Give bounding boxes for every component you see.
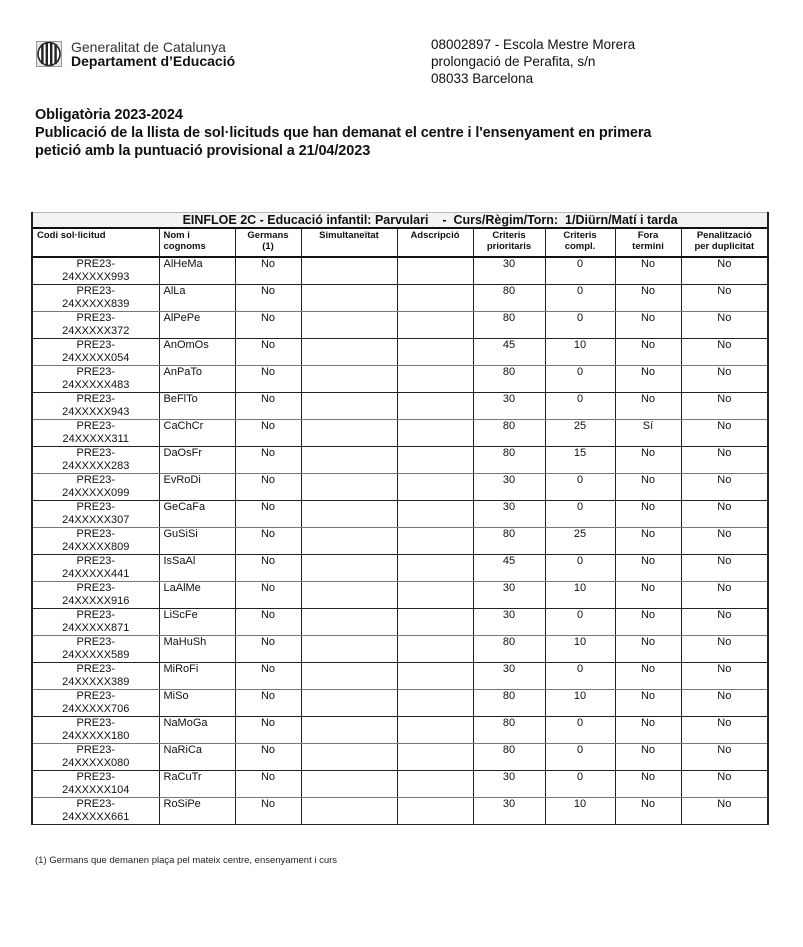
table-row — [32, 582, 768, 609]
table-row — [32, 663, 768, 690]
cell-codi: PRE23- 24XXXXX099 — [32, 474, 159, 501]
cell-simultaneitat — [301, 528, 397, 555]
cell-codi: PRE23- 24XXXXX916 — [32, 582, 159, 609]
cell-germans: No — [235, 609, 301, 636]
cell-simultaneitat — [301, 798, 397, 825]
cell-penalitzacio: No — [681, 555, 768, 582]
cell-penalitzacio: No — [681, 798, 768, 825]
cell-complementaris: 0 — [545, 312, 615, 339]
cell-penalitzacio: No — [681, 285, 768, 312]
cell-adscripcio — [397, 257, 473, 285]
cell-prioritaris: 30 — [473, 501, 545, 528]
cell-adscripcio — [397, 636, 473, 663]
cell-complementaris: 0 — [545, 366, 615, 393]
cell-adscripcio — [397, 528, 473, 555]
col-header-penalitzacio: Penalització per duplicitat — [681, 228, 768, 257]
cell-codi: PRE23- 24XXXXX943 — [32, 393, 159, 420]
cell-codi: PRE23- 24XXXXX809 — [32, 528, 159, 555]
cell-germans: No — [235, 285, 301, 312]
cell-fora-termini: No — [615, 312, 681, 339]
cell-penalitzacio: No — [681, 771, 768, 798]
cell-nom: GuSiSi — [159, 528, 235, 555]
cell-prioritaris: 30 — [473, 663, 545, 690]
cell-complementaris: 25 — [545, 420, 615, 447]
cell-adscripcio — [397, 798, 473, 825]
cell-simultaneitat — [301, 744, 397, 771]
cell-nom: MiRoFi — [159, 663, 235, 690]
cell-penalitzacio: No — [681, 663, 768, 690]
cell-simultaneitat — [301, 474, 397, 501]
cell-fora-termini: No — [615, 636, 681, 663]
cell-prioritaris: 80 — [473, 690, 545, 717]
cell-prioritaris: 30 — [473, 771, 545, 798]
cell-fora-termini: No — [615, 771, 681, 798]
cell-complementaris: 0 — [545, 285, 615, 312]
cell-adscripcio — [397, 555, 473, 582]
cell-simultaneitat — [301, 609, 397, 636]
table-row — [32, 285, 768, 312]
school-info — [431, 36, 635, 87]
cell-adscripcio — [397, 285, 473, 312]
cell-codi: PRE23- 24XXXXX283 — [32, 447, 159, 474]
table-row — [32, 609, 768, 636]
cell-nom: LaAlMe — [159, 582, 235, 609]
cell-nom: AlHeMa — [159, 257, 235, 285]
cell-nom: NaRiCa — [159, 744, 235, 771]
cell-germans: No — [235, 528, 301, 555]
cell-adscripcio — [397, 447, 473, 474]
cell-complementaris: 10 — [545, 798, 615, 825]
cell-adscripcio — [397, 717, 473, 744]
cell-germans: No — [235, 447, 301, 474]
cell-simultaneitat — [301, 257, 397, 285]
cell-fora-termini: No — [615, 447, 681, 474]
applications-table — [31, 212, 767, 825]
cell-penalitzacio: No — [681, 636, 768, 663]
cell-prioritaris: 80 — [473, 420, 545, 447]
cell-complementaris: 0 — [545, 393, 615, 420]
document-title — [35, 106, 765, 160]
cell-penalitzacio: No — [681, 420, 768, 447]
cell-germans: No — [235, 744, 301, 771]
cell-fora-termini: No — [615, 744, 681, 771]
cell-adscripcio — [397, 312, 473, 339]
cell-simultaneitat — [301, 717, 397, 744]
title-year: Obligatòria 2023-2024 — [35, 107, 183, 123]
cell-prioritaris: 30 — [473, 798, 545, 825]
cell-germans: No — [235, 555, 301, 582]
cell-germans: No — [235, 366, 301, 393]
table-row — [32, 393, 768, 420]
cell-fora-termini: No — [615, 690, 681, 717]
footnote: (1) Germans que demanen plaça pel mateix centre, ensenyament i curs — [35, 855, 338, 866]
cell-prioritaris: 30 — [473, 609, 545, 636]
cell-germans: No — [235, 636, 301, 663]
cell-simultaneitat — [301, 501, 397, 528]
cell-penalitzacio: No — [681, 501, 768, 528]
cell-codi: PRE23- 24XXXXX871 — [32, 609, 159, 636]
cell-germans: No — [235, 339, 301, 366]
cell-nom: MiSo — [159, 690, 235, 717]
cell-adscripcio — [397, 609, 473, 636]
title-line1: Publicació de la llista de sol·licituds que han demanat el centre i l'ensenyament en primera — [35, 125, 652, 141]
cell-germans: No — [235, 501, 301, 528]
cell-adscripcio — [397, 366, 473, 393]
cell-fora-termini: No — [615, 501, 681, 528]
title-line2: petició amb la puntuació provisional a 21/04/2023 — [35, 143, 371, 159]
cell-nom: AnOmOs — [159, 339, 235, 366]
cell-fora-termini: No — [615, 609, 681, 636]
cell-prioritaris: 30 — [473, 393, 545, 420]
cell-complementaris: 0 — [545, 474, 615, 501]
cell-penalitzacio: No — [681, 312, 768, 339]
cell-complementaris: 0 — [545, 771, 615, 798]
cell-codi: PRE23- 24XXXXX389 — [32, 663, 159, 690]
cell-codi: PRE23- 24XXXXX441 — [32, 555, 159, 582]
cell-prioritaris: 80 — [473, 636, 545, 663]
cell-penalitzacio: No — [681, 717, 768, 744]
cell-fora-termini: No — [615, 798, 681, 825]
cell-germans: No — [235, 798, 301, 825]
school-city: 08033 Barcelona — [431, 71, 534, 86]
cell-fora-termini: No — [615, 393, 681, 420]
cell-adscripcio — [397, 771, 473, 798]
cell-nom: AnPaTo — [159, 366, 235, 393]
cell-adscripcio — [397, 663, 473, 690]
cell-prioritaris: 45 — [473, 339, 545, 366]
col-header-fora-termini: Fora termini — [615, 228, 681, 257]
cell-codi: PRE23- 24XXXXX483 — [32, 366, 159, 393]
table-row — [32, 501, 768, 528]
cell-prioritaris: 30 — [473, 257, 545, 285]
table-row — [32, 555, 768, 582]
cell-codi: PRE23- 24XXXXX054 — [32, 339, 159, 366]
cell-simultaneitat — [301, 312, 397, 339]
cell-penalitzacio: No — [681, 609, 768, 636]
cell-codi: PRE23- 24XXXXX589 — [32, 636, 159, 663]
cell-fora-termini: No — [615, 717, 681, 744]
col-header-prioritaris: Criteris prioritaris — [473, 228, 545, 257]
cell-germans: No — [235, 717, 301, 744]
cell-complementaris: 15 — [545, 447, 615, 474]
table-row — [32, 528, 768, 555]
cell-penalitzacio: No — [681, 366, 768, 393]
cell-germans: No — [235, 690, 301, 717]
school-name: 08002897 - Escola Mestre Morera — [431, 37, 636, 52]
cell-germans: No — [235, 257, 301, 285]
cell-germans: No — [235, 771, 301, 798]
cell-complementaris: 10 — [545, 339, 615, 366]
table-row — [32, 447, 768, 474]
cell-fora-termini: No — [615, 663, 681, 690]
col-header-nom: Nom i cognoms — [159, 228, 235, 257]
table-row — [32, 366, 768, 393]
table-row — [32, 420, 768, 447]
cell-complementaris: 0 — [545, 257, 615, 285]
cell-prioritaris: 80 — [473, 285, 545, 312]
cell-simultaneitat — [301, 771, 397, 798]
cell-nom: MaHuSh — [159, 636, 235, 663]
cell-prioritaris: 80 — [473, 744, 545, 771]
cell-nom: RoSiPe — [159, 798, 235, 825]
cell-penalitzacio: No — [681, 528, 768, 555]
cell-simultaneitat — [301, 285, 397, 312]
cell-penalitzacio: No — [681, 474, 768, 501]
col-header-codi: Codi sol·licitud — [32, 228, 159, 257]
generalitat-stripes-icon — [36, 41, 62, 67]
cell-germans: No — [235, 582, 301, 609]
cell-simultaneitat — [301, 690, 397, 717]
cell-nom: BeFlTo — [159, 393, 235, 420]
cell-codi: PRE23- 24XXXXX180 — [32, 717, 159, 744]
cell-simultaneitat — [301, 420, 397, 447]
school-address: prolongació de Perafita, s/n — [431, 54, 596, 69]
table-row — [32, 717, 768, 744]
cell-codi: PRE23- 24XXXXX993 — [32, 257, 159, 285]
cell-adscripcio — [397, 744, 473, 771]
cell-germans: No — [235, 474, 301, 501]
logo-organization: Generalitat de Catalunya — [71, 39, 226, 55]
cell-prioritaris: 80 — [473, 312, 545, 339]
cell-simultaneitat — [301, 447, 397, 474]
col-header-complementaris: Criteris compl. — [545, 228, 615, 257]
cell-fora-termini: No — [615, 474, 681, 501]
cell-complementaris: 0 — [545, 555, 615, 582]
cell-adscripcio — [397, 582, 473, 609]
cell-complementaris: 0 — [545, 717, 615, 744]
cell-nom: IsSaAl — [159, 555, 235, 582]
table-row — [32, 339, 768, 366]
cell-complementaris: 10 — [545, 582, 615, 609]
cell-complementaris: 25 — [545, 528, 615, 555]
cell-nom: CaChCr — [159, 420, 235, 447]
cell-penalitzacio: No — [681, 339, 768, 366]
cell-simultaneitat — [301, 555, 397, 582]
cell-nom: NaMoGa — [159, 717, 235, 744]
cell-fora-termini: No — [615, 339, 681, 366]
cell-prioritaris: 80 — [473, 717, 545, 744]
cell-prioritaris: 30 — [473, 582, 545, 609]
cell-prioritaris: 80 — [473, 447, 545, 474]
cell-complementaris: 10 — [545, 636, 615, 663]
cell-germans: No — [235, 420, 301, 447]
cell-penalitzacio: No — [681, 257, 768, 285]
cell-fora-termini: No — [615, 257, 681, 285]
cell-adscripcio — [397, 393, 473, 420]
cell-penalitzacio: No — [681, 744, 768, 771]
cell-simultaneitat — [301, 339, 397, 366]
cell-complementaris: 0 — [545, 501, 615, 528]
cell-codi: PRE23- 24XXXXX839 — [32, 285, 159, 312]
cell-simultaneitat — [301, 393, 397, 420]
cell-adscripcio — [397, 501, 473, 528]
cell-prioritaris: 30 — [473, 474, 545, 501]
cell-codi: PRE23- 24XXXXX372 — [32, 312, 159, 339]
cell-simultaneitat — [301, 663, 397, 690]
cell-germans: No — [235, 312, 301, 339]
cell-complementaris: 0 — [545, 744, 615, 771]
table-row — [32, 312, 768, 339]
table-row — [32, 690, 768, 717]
cell-germans: No — [235, 393, 301, 420]
table-row — [32, 744, 768, 771]
cell-penalitzacio: No — [681, 393, 768, 420]
cell-nom: GeCaFa — [159, 501, 235, 528]
cell-adscripcio — [397, 420, 473, 447]
cell-complementaris: 10 — [545, 690, 615, 717]
cell-fora-termini: No — [615, 285, 681, 312]
cell-codi: PRE23- 24XXXXX307 — [32, 501, 159, 528]
cell-fora-termini: No — [615, 366, 681, 393]
column-header-row — [32, 228, 768, 257]
table-row — [32, 771, 768, 798]
cell-codi: PRE23- 24XXXXX080 — [32, 744, 159, 771]
cell-adscripcio — [397, 690, 473, 717]
cell-adscripcio — [397, 474, 473, 501]
col-header-germans: Germans (1) — [235, 228, 301, 257]
cell-nom: AlLa — [159, 285, 235, 312]
col-header-simultaneitat: Simultaneïtat — [301, 228, 397, 257]
cell-nom: DaOsFr — [159, 447, 235, 474]
cell-nom: EvRoDi — [159, 474, 235, 501]
cell-codi: PRE23- 24XXXXX661 — [32, 798, 159, 825]
cell-nom: AlPePe — [159, 312, 235, 339]
table-row — [32, 257, 768, 285]
table-row — [32, 798, 768, 825]
cell-adscripcio — [397, 339, 473, 366]
table-caption: EINFLOE 2C - Educació infantil: Parvulari - Curs/Règim/Torn: 1/Diürn/Matí i tarda — [32, 213, 768, 229]
cell-simultaneitat — [301, 366, 397, 393]
cell-prioritaris: 45 — [473, 555, 545, 582]
logo-department: Departament d’Educació — [71, 53, 236, 69]
cell-codi: PRE23- 24XXXXX706 — [32, 690, 159, 717]
cell-fora-termini: Sí — [615, 420, 681, 447]
cell-penalitzacio: No — [681, 582, 768, 609]
cell-prioritaris: 80 — [473, 366, 545, 393]
cell-complementaris: 0 — [545, 609, 615, 636]
cell-germans: No — [235, 663, 301, 690]
cell-fora-termini: No — [615, 555, 681, 582]
cell-simultaneitat — [301, 636, 397, 663]
cell-nom: RaCuTr — [159, 771, 235, 798]
cell-nom: LiScFe — [159, 609, 235, 636]
table-row — [32, 474, 768, 501]
col-header-adscripcio: Adscripció — [397, 228, 473, 257]
cell-penalitzacio: No — [681, 447, 768, 474]
cell-codi: PRE23- 24XXXXX311 — [32, 420, 159, 447]
cell-penalitzacio: No — [681, 690, 768, 717]
generalitat-logo — [36, 40, 235, 68]
cell-simultaneitat — [301, 582, 397, 609]
cell-fora-termini: No — [615, 528, 681, 555]
table-row — [32, 636, 768, 663]
cell-fora-termini: No — [615, 582, 681, 609]
cell-complementaris: 0 — [545, 663, 615, 690]
cell-codi: PRE23- 24XXXXX104 — [32, 771, 159, 798]
cell-prioritaris: 80 — [473, 528, 545, 555]
